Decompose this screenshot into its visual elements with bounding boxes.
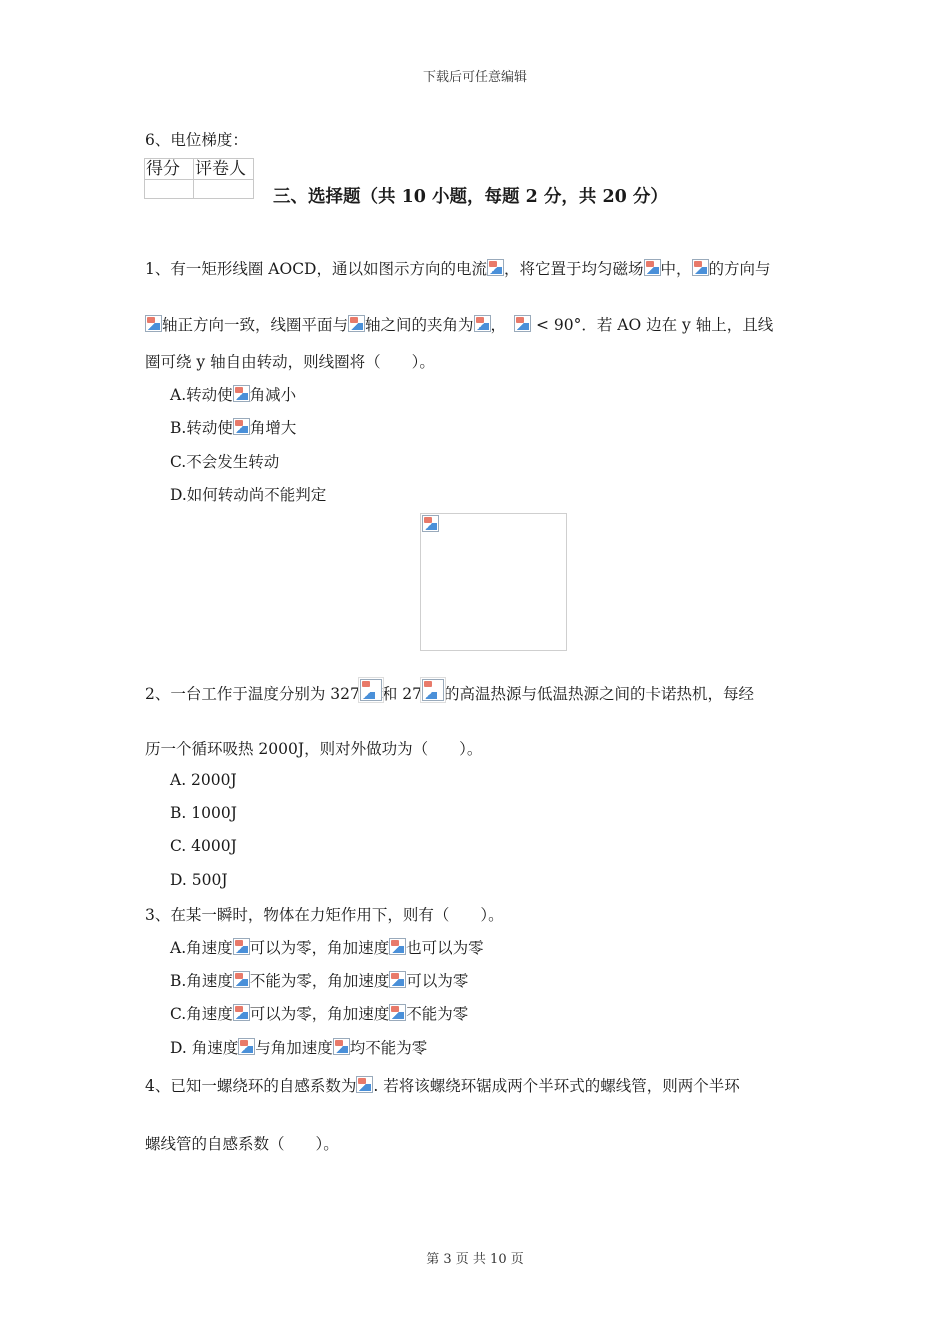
formula-image-icon — [514, 315, 531, 332]
formula-image-icon — [233, 1004, 250, 1021]
score-table — [144, 158, 254, 199]
q1-line2: 轴正方向一致，线圈平面与 轴之间的夹角为 ， < 90°．若 AO 边在 y 轴上，且线 — [145, 313, 773, 335]
q3-option-a[interactable]: A.角速度 可以为零，角加速度 也可以为零 — [170, 939, 484, 957]
q2-line2: 历一个循环吸热 2000J，则对外做功为（ ）。 — [145, 740, 483, 758]
broken-image-icon — [422, 515, 439, 532]
formula-image-icon — [348, 315, 365, 332]
page-header: 下载后可任意编辑 — [422, 70, 527, 85]
formula-image-icon — [333, 1038, 350, 1055]
grader-cell[interactable] — [194, 180, 254, 199]
q4-line2: 螺线管的自感系数（ ）。 — [145, 1135, 339, 1153]
formula-image-icon — [360, 679, 382, 701]
score-label: 得分 — [145, 159, 194, 180]
formula-image-icon — [389, 971, 406, 988]
formula-image-icon — [233, 938, 250, 955]
formula-image-icon — [474, 315, 491, 332]
formula-image-icon — [644, 259, 661, 276]
q1-line1: 1、有一矩形线圈 AOCD，通以如图示方向的电流 ，将它置于均匀磁场 中， 的方向与 — [145, 260, 771, 278]
formula-image-icon — [145, 315, 162, 332]
q3-option-d[interactable]: D. 角速度 与角加速度 均不能为零 — [170, 1039, 428, 1057]
q3-option-b[interactable]: B.角速度 不能为零，角加速度 可以为零 — [170, 972, 469, 990]
q1-option-a[interactable]: A.转动使 角减小 — [170, 386, 297, 404]
formula-image-icon — [233, 971, 250, 988]
formula-image-icon — [389, 1004, 406, 1021]
q2-option-a[interactable]: A. 2000J — [170, 771, 237, 789]
q2-option-d[interactable]: D. 500J — [170, 871, 228, 889]
formula-image-icon — [238, 1038, 255, 1055]
q1-line3: 圈可绕 y 轴自由转动，则线圈将（ ）。 — [145, 353, 435, 371]
score-cell[interactable] — [145, 180, 194, 199]
formula-image-icon — [487, 259, 504, 276]
q3-stem: 3、在某一瞬时，物体在力矩作用下，则有（ ）。 — [145, 906, 504, 924]
q4-line1: 4、已知一螺绕环的自感系数为 . 若将该螺绕环锯成两个半环式的螺线管，则两个半环 — [145, 1077, 740, 1095]
section-title: 三、选择题（共 10 小题，每题 2 分，共 20 分） — [273, 187, 668, 207]
q1-option-b[interactable]: B.转动使 角增大 — [170, 419, 297, 437]
formula-image-icon — [356, 1076, 373, 1093]
formula-image-icon — [233, 385, 250, 402]
formula-image-icon — [422, 679, 444, 701]
formula-image-icon — [692, 259, 709, 276]
q2-option-b[interactable]: B. 1000J — [170, 804, 237, 822]
grader-label: 评卷人 — [194, 159, 254, 180]
q2-option-c[interactable]: C. 4000J — [170, 837, 237, 855]
q1-option-d[interactable]: D.如何转动尚不能判定 — [170, 486, 327, 504]
page-footer: 第 3 页 共 10 页 — [426, 1252, 524, 1267]
formula-image-icon — [233, 418, 250, 435]
formula-image-icon — [389, 938, 406, 955]
question-6-fragment: 6、电位梯度： — [145, 131, 248, 149]
q1-figure — [420, 513, 567, 651]
q2-line1: 2、一台工作于温度分别为 327 和 27 的高温热源与低温热源之间的卡诺热机，每经 — [145, 679, 754, 704]
q1-option-c[interactable]: C.不会发生转动 — [170, 453, 280, 471]
q3-option-c[interactable]: C.角速度 可以为零，角加速度 不能为零 — [170, 1005, 469, 1023]
